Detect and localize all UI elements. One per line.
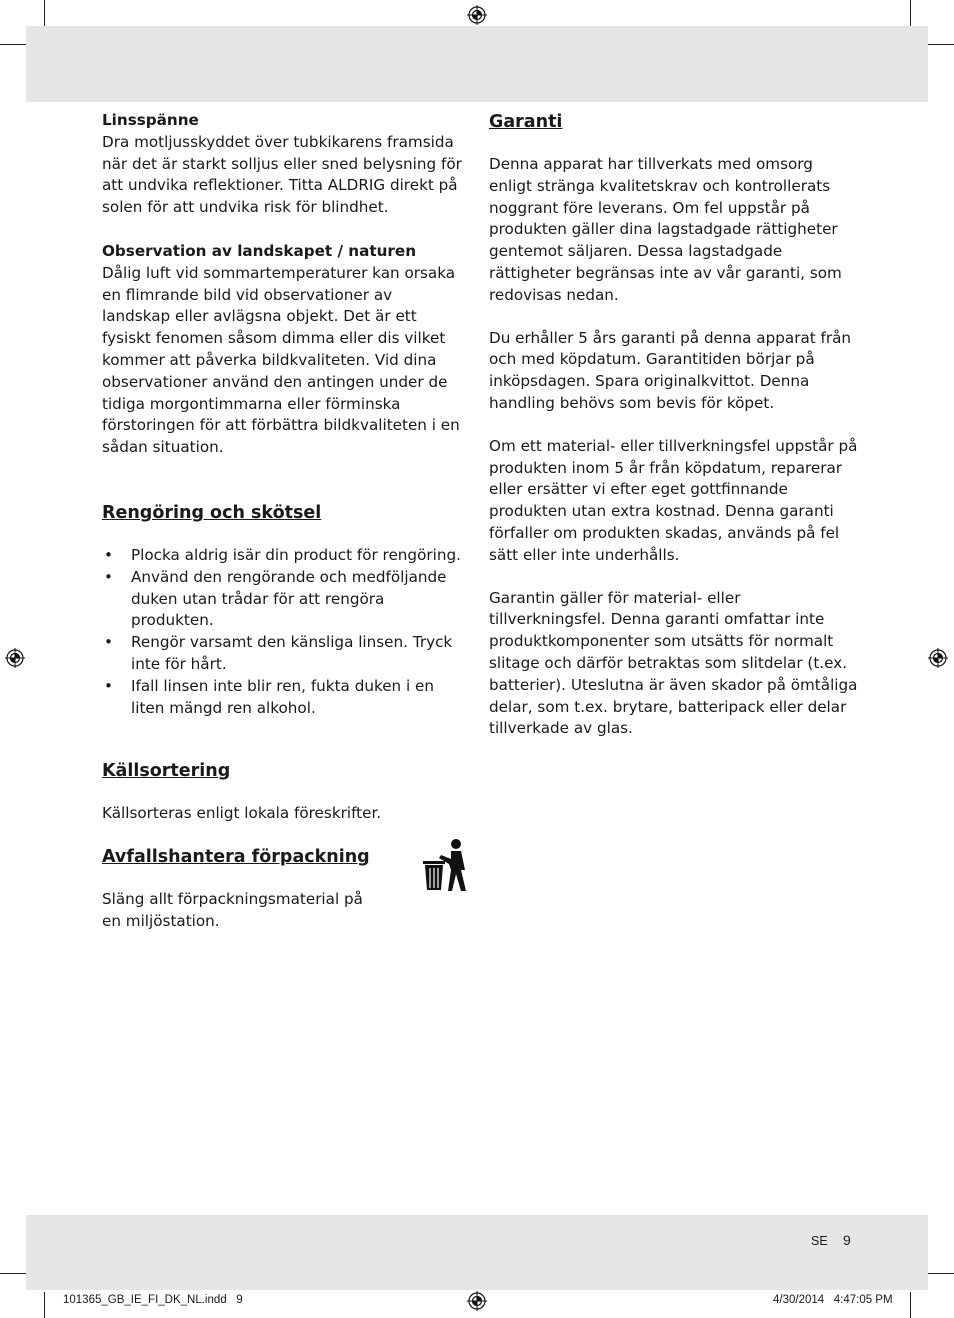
header-band (26, 26, 928, 102)
footer-band (26, 1215, 928, 1290)
section-heading-cleaning: Rengöring och skötsel (102, 502, 322, 523)
paragraph-garanti-3: Om ett material- eller tillverkningsfel uppstår på produkten inom 5 år från köpdatum, reparerar eller ersätter vi efter eget gottfinnande produkten utan extra kostnad. Denna garanti förfaller om produkten skadas, används på fel sätt eller inte underhålls. (489, 436, 858, 564)
cleaning-list (102, 545, 462, 719)
section-heading-garanti: Garanti (489, 112, 563, 132)
left-column (102, 110, 462, 933)
list-item: • Plocka aldrig isär din product för rengöring. (102, 545, 462, 567)
crop-mark (0, 1273, 26, 1274)
crop-mark (910, 0, 911, 26)
list-item: • Använd den rengörande och medföljande duken utan trådar för att rengöra produkten. (102, 567, 462, 632)
page-number: 9 (843, 1232, 851, 1248)
crop-mark (910, 1292, 911, 1318)
paragraph-recycling: Källsorteras enligt lokala föreskrifter. (102, 804, 382, 823)
page-language: SE (811, 1234, 828, 1248)
waste-bin-person-icon (421, 838, 469, 893)
crop-mark (0, 44, 26, 45)
list-item: • Ifall linsen inte blir ren, fukta duken i en liten mängd ren alkohol. (102, 676, 462, 720)
section-heading-packaging: Avfallshantera förpackning (102, 847, 370, 868)
section-heading-observation: Observation av landskapet / naturen (102, 241, 417, 260)
crop-mark (44, 1292, 45, 1318)
crop-mark (44, 0, 45, 26)
section-heading-recycling: Källsortering (102, 761, 231, 782)
registration-mark-icon (467, 1291, 487, 1311)
registration-mark-icon (467, 5, 487, 25)
right-column (489, 110, 859, 740)
paragraph-packaging: Släng allt förpackningsmaterial på en miljöstation. (102, 890, 363, 930)
crop-mark (928, 44, 954, 45)
list-item: • Rengör varsamt den känsliga linsen. Tryck inte för hårt. (102, 632, 462, 676)
paragraph-linsspanne: Dra motljusskyddet över tubkikarens framsida när det är starkt solljus eller sned belysning för att undvika reflektioner. Titta ALDRIG direkt på solen för att undvika risk för blindhet. (102, 132, 462, 217)
registration-mark-icon (928, 648, 948, 668)
paragraph-observation: Dålig luft vid sommartemperaturer kan orsaka en flimrande bild vid observationer av landskap eller avlägsna objekt. Det är ett fysiskt fenomen såsom dimma eller dis vilket kommer att påverka bildkvaliteten. Vid dina observationer använd den antingen under de tidiga morgontimmarna eller förminska förstoringen för att förbättra bildkvaliteten i en sådan situation. (102, 263, 460, 457)
footer-timestamp: 4/30/2014 4:47:05 PM (773, 1294, 893, 1306)
footer-filename: 101365_GB_IE_FI_DK_NL.indd 9 (63, 1294, 243, 1306)
paragraph-garanti-4: Garantin gäller för material- eller tillverkningsfel. Denna garanti omfattar inte produktkomponenter som utsätts för normalt slitage och därför betraktas som slitdelar (t.ex. batterier). Uteslutna är även skador på ömtåliga delar, som t.ex. brytare, batteripack eller delar tillverkade av glas. (489, 588, 858, 738)
paragraph-garanti-2: Du erhåller 5 års garanti på denna apparat från och med köpdatum. Garantitiden börjar på inköpsdagen. Spara originalkvittot. Denna handling behövs som bevis för köpet. (489, 328, 852, 412)
registration-mark-icon (5, 648, 25, 668)
section-heading-linsspanne: Linsspänne (102, 111, 199, 129)
crop-mark (928, 1273, 954, 1274)
paragraph-garanti-1: Denna apparat har tillverkats med omsorg enligt stränga kvalitetskrav och kontrollerats noggrant före leverans. Om fel uppstår på produkten gäller dina lagstadgade rättigheter gentemot säljaren. Dessa lagstadgade rättigheter begränsas inte av vår garanti, som redovisas nedan. (489, 155, 842, 304)
